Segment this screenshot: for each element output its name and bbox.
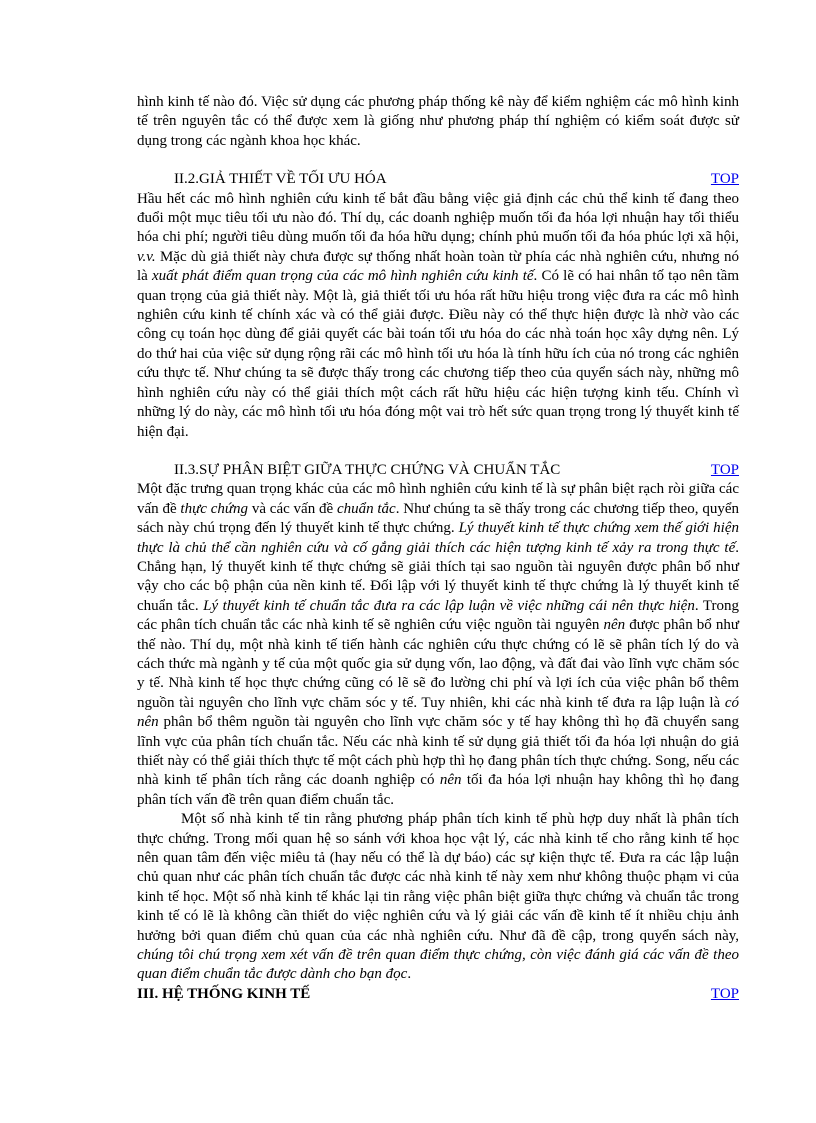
document-page: [137, 93, 739, 1004]
top-link[interactable]: TOP: [710, 461, 739, 478]
italic-run: nên: [439, 772, 462, 789]
spacer: [137, 151, 739, 170]
text-run: . Có lẽ có hai nhân tố tạo nên tầm quan trọng của giả thiết này. Một là, giả thiết tối ưu hóa rất hữu hiệu trong việc đưa ra các mô hình nghiên cứu kinh tế chính xác và có thể giải được. Điều này có thể thực hiện được là nhờ vào các công cụ toán học dùng để giải quyết các bài toán tối ưu hóa do các nhà toán học xây dựng nên. Lý do thứ hai của việc sử dụng rộng rãi các mô hình tối ưu hóa là tính hữu ích của nó trong các nghiên cứu thực tế. Như chúng ta sẽ được thấy trong các chương tiếp theo của quyển sách này, những mô hình nghiên cứu này có thể giải thích một cách rất hữu hiệu các hiện tượng kinh tếu. Chính vì những lý do này, các mô hình tối ưu hóa đóng một vai trò hết sức quan trọng trong lý thuyết kinh tế hiện đại.: [137, 268, 739, 440]
top-link[interactable]: TOP: [710, 171, 739, 188]
italic-run: xuất phát điểm quan trọng của các mô hình nghiên cứu kinh tế: [152, 268, 534, 285]
text-run: được phân bổ như thế nào. Thí dụ, một nhà kinh tế tiến hành các nghiên cứu thực chứng có lẽ sẽ phân tích lý do và cách thức mà ngành y tế của một quốc gia sử dụng vốn, lao động, và đất đai vào lĩnh vực chăm sóc y tế. Nhà kinh tế học thực chứng cũng có lẽ sẽ đo lường chi phí và lợi ích của việc phân bổ thêm nguồn tài nguyên cho lĩnh vực chăm sóc y tế. Tuy nhiên, khi các nhà kinh tế đưa ra lập luận là: [137, 617, 739, 711]
text-run: . Trong các phân tích chuẩn tắc các nhà kinh tế sẽ nghiên cứu việc nguồn tài nguyên: [137, 597, 739, 634]
section-heading-row: [137, 170, 739, 189]
paragraph-positive-normative-2: [137, 810, 739, 985]
section-heading-row: [137, 985, 739, 1004]
text-run: và các vấn đề: [248, 500, 337, 517]
italic-run: thực chứng: [180, 500, 249, 517]
italic-run: Lý thuyết kinh tế chuẩn tắc đưa ra các lập luận về việc những cái nên thực hiện: [203, 597, 695, 614]
paragraph-positive-normative: [137, 480, 739, 810]
italic-run: nên: [603, 617, 626, 634]
text-run: . Chẳng hạn, lý thuyết kinh tế thực chứng sẽ giải thích tại sao nguồn tài nguyên được phân bổ như vậy cho các bộ phận của nền kinh tế. Đối lập với lý thuyết kinh tế thực chứng là lý thuyết kinh tế chuẩn tắc.: [137, 539, 739, 614]
section-heading-row: [137, 461, 739, 480]
paragraph-optimization: [137, 190, 739, 442]
section-heading-III: III. HỆ THỐNG KINH TẾ: [137, 985, 311, 1002]
spacer: [137, 442, 739, 461]
text-run: .: [407, 966, 412, 983]
section-heading-II-2: II.2.GIẢ THIẾT VỀ TỐI ƯU HÓA: [174, 171, 387, 188]
top-link[interactable]: TOP: [710, 985, 739, 1002]
text-run: tối đa hóa lợi nhuận hay không thì họ đang phân tích vấn đề trên quan điểm chuẩn tắc.: [137, 772, 739, 808]
section-heading-II-3: II.3.SỰ PHÂN BIỆT GIỮA THỰC CHỨNG VÀ CHUẨN TẮC: [174, 461, 561, 478]
italic-run: chúng tôi chú trọng xem xét vấn đề trên quan điểm thực chứng, còn việc đánh giá các vấn đề theo quan điểm chuẩn tắc được dành cho bạn đọc: [137, 947, 739, 983]
intro-paragraph: hình kinh tế nào đó. Việc sử dụng các phương pháp thống kê này để kiểm nghiệm các mô hình kinh tế trên nguyên tắc có thể được xem là giống như phương pháp thí nghiệm có kiểm soát được sử dụng trong các ngành khoa học khác.: [137, 94, 739, 149]
italic-run: có nên: [137, 694, 739, 731]
text-run: Một đặc trưng quan trọng khác của các mô hình nghiên cứu kinh tế là sự phân biệt rạch ròi giữa các vấn đề: [137, 481, 739, 517]
text-run: Hầu hết các mô hình nghiên cứu kinh tế bắt đầu bằng việc giả định các chủ thể kinh tế đang theo đuổi một mục tiêu tối ưu nào đó. Thí dụ, các doanh nghiệp muốn tối đa hóa lợi nhuận hay tối thiểu hóa chi phí; người tiêu dùng muốn tối đa hóa hữu dụng; chính phủ muốn tối đa hóa phúc lợi xã hội,: [137, 190, 739, 246]
italic-run: v.v.: [137, 248, 156, 265]
text-run: . Như chúng ta sẽ thấy trong các chương tiếp theo, quyển sách này chú trọng đến lý thuyết kinh tế thực chứng.: [137, 500, 739, 537]
italic-run: Lý thuyết kinh tế thực chứng xem thế giới hiện thực là chủ thể cần nghiên cứu và cố gắng giải thích các hiện tượng kinh tế xảy ra trong thực tế: [137, 520, 739, 556]
text-run: Mặc dù giả thiết này chưa được sự thống nhất hoàn toàn từ phía các nhà nghiên cứu, nhưng nó là: [137, 248, 739, 285]
text-run: Một số nhà kinh tế tin rằng phương pháp phân tích kinh tế phù hợp duy nhất là phân tích thực chứng. Trong mối quan hệ so sánh với khoa học vật lý, các nhà kinh tế cho rằng kinh tế học nên quan tâm đến việc miêu tả (hay nếu có thể là dự báo) các sự kiện thực tế. Đưa ra các lập luận chủ quan như các phân tích chuẩn tắc được các nhà kinh tế này xem như không thuộc phạm vi của kinh tế học. Một số nhà kinh tế khác lại tin rằng việc phân biệt giữa thực chứng và chuẩn tắc trong kinh tế có lẽ là không cần thiết do việc nghiên cứu và lý giải các vấn đề kinh tế ít nhiều chịu ảnh hưởng bởi quan điểm chủ quan của các nhà nghiên cứu. Như đã đề cập, trong quyển sách này,: [137, 811, 739, 944]
italic-run: chuẩn tắc: [336, 500, 396, 517]
text-run: phân bổ thêm nguồn tài nguyên cho lĩnh vực chăm sóc y tế hay không thì họ đã chuyển sang lĩnh vực của phân tích chuẩn tắc. Nếu các nhà kinh tế sử dụng giả thiết tối đa hóa lợi nhuận do giả thiết này có thể giải thích thực tế một cách phù hợp thì họ đang phân tích thực chứng. Song, nếu các nhà kinh tế phân tích rằng các doanh nghiệp có: [137, 714, 739, 789]
